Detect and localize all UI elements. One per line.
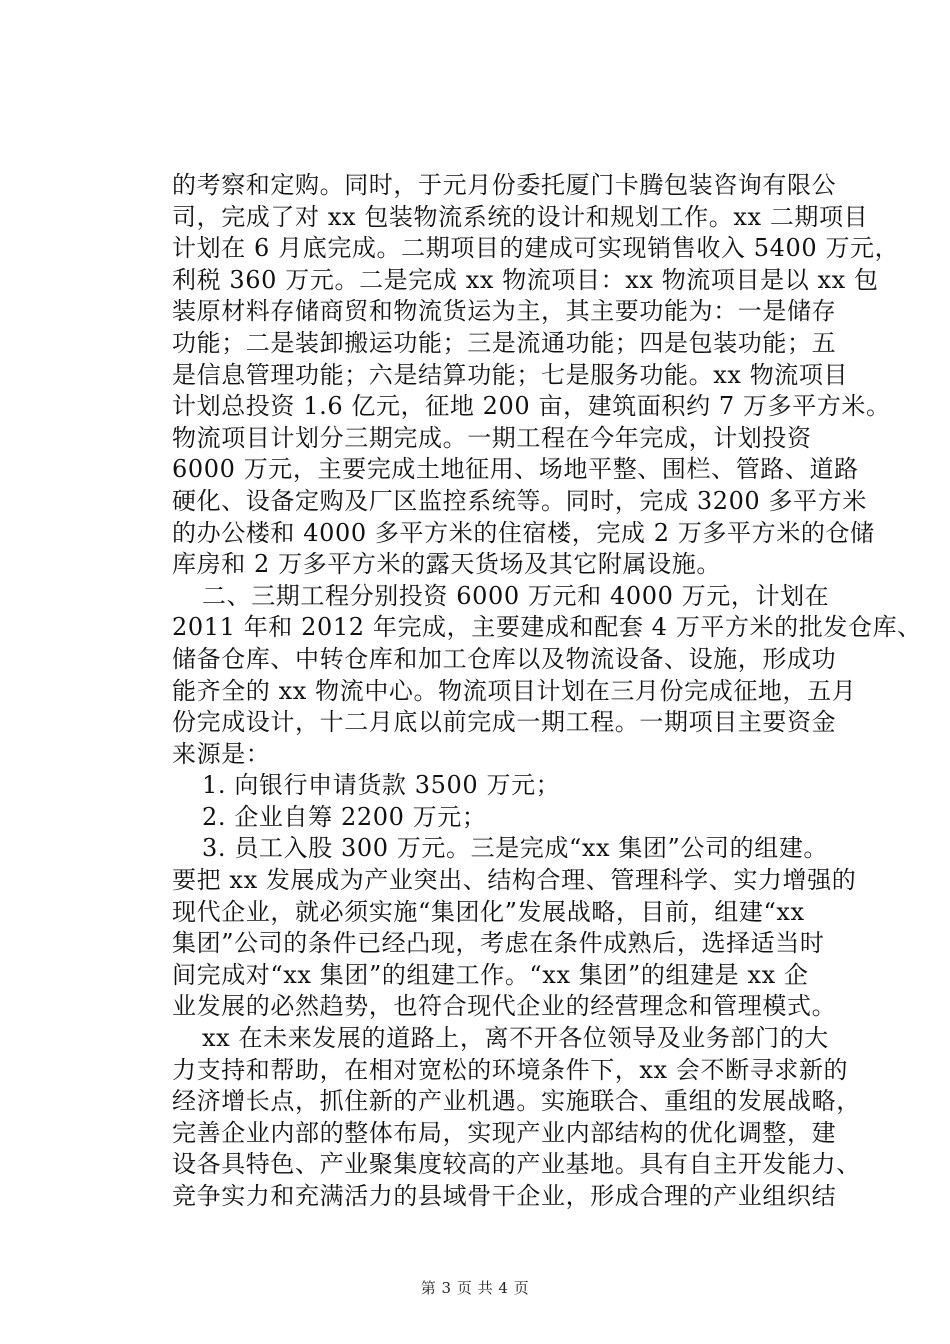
list-item-funding-1: 1. 向银行申请货款 3500 万元； [202,771,561,800]
text-line: 间完成对“xx 集团”的组建工作。“xx 集团”的组建是 xx 企 [172,960,809,989]
text-line: 6000 万元，主要完成土地征用、场地平整、围栏、管路、道路 [172,455,859,484]
text-line: 经济增长点，抓住新的产业机遇。实施联合、重组的发展战略， [172,1087,861,1116]
text-line: 计划总投资 1.6 亿元，征地 200 亩，建筑面积约 7 万多平方米。 [172,392,891,421]
text-line: 物流项目计划分三期完成。一期工程在今年完成，计划投资 [172,423,812,452]
text-line: 集团”公司的条件已经凸现，考虑在条件成熟后，选择适当时 [172,929,825,958]
paragraph-start-line: xx 在未来发展的道路上，离不开各位领导及业务部门的大 [202,1024,829,1053]
text-line: 功能；二是装卸搬运功能；三是流通功能；四是包装功能；五 [172,328,837,357]
text-line: 司，完成了对 xx 包装物流系统的设计和规划工作。xx 二期项目 [172,202,869,231]
text-line: 利税 360 万元。二是完成 xx 物流项目：xx 物流项目是以 xx 包 [172,265,879,294]
text-line: 装原材料存储商贸和物流货运为主，其主要功能为：一是储存 [172,297,837,326]
text-line: 要把 xx 发展成为产业突出、结构合理、管理科学、实力增强的 [172,866,857,895]
text-line: 储备仓库、中转仓库和加工仓库以及物流设备、设施，形成功 [172,644,837,673]
body-text [172,170,922,1213]
text-line: 的办公楼和 4000 多平方米的住宿楼，完成 2 万多平方米的仓储 [172,518,875,547]
text-line: 库房和 2 万多平方米的露天货场及其它附属设施。 [172,550,721,579]
text-line: 份完成设计，十二月底以前完成一期工程。一期项目主要资金 [172,708,837,737]
text-line: 现代企业，就必须实施“集团化”发展战略，目前，组建“xx [172,897,805,926]
text-line: 设各具特色、产业聚集度较高的产业基地。具有自主开发能力、 [172,1150,861,1179]
text-line: 的考察和定购。同时，于元月份委托厦门卡腾包装咨询有限公 [172,171,837,199]
text-line: 完善企业内部的整体布局，实现产业内部结构的优化调整，建 [172,1118,837,1147]
text-line: 来源是： [172,739,271,768]
text-line: 业发展的必然趋势，也符合现代企业的经营理念和管理模式。 [172,992,837,1021]
text-line: 竞争实力和充满活力的县域骨干企业，形成合理的产业组织结 [172,1182,837,1210]
text-line: 是信息管理功能；六是结算功能；七是服务功能。xx 物流项目 [172,360,849,389]
text-line: 能齐全的 xx 物流中心。物流项目计划在三月份完成征地，五月 [172,676,857,705]
text-line: 2011 年和 2012 年完成，主要建成和配套 4 万平方米的批发仓库、 [172,613,922,642]
text-line: 力支持和帮助，在相对宽松的环境条件下，xx 会不断寻求新的 [172,1055,849,1084]
paragraph-start-line: 二、三期工程分别投资 6000 万元和 4000 万元，计划在 [202,581,830,610]
text-line: 计划在 6 月底完成。二期项目的建成可实现销售收入 5400 万元， [172,234,900,263]
list-item-funding-2: 2. 企业自筹 2200 万元； [202,802,487,831]
text-line: 硬化、设备定购及厂区监控系统等。同时，完成 3200 多平方米 [172,486,867,515]
list-item-funding-3: 3. 员工入股 300 万元。三是完成“xx 集团”公司的组建。 [202,834,829,863]
page-footer: 第 3 页 共 4 页 [420,1279,530,1297]
